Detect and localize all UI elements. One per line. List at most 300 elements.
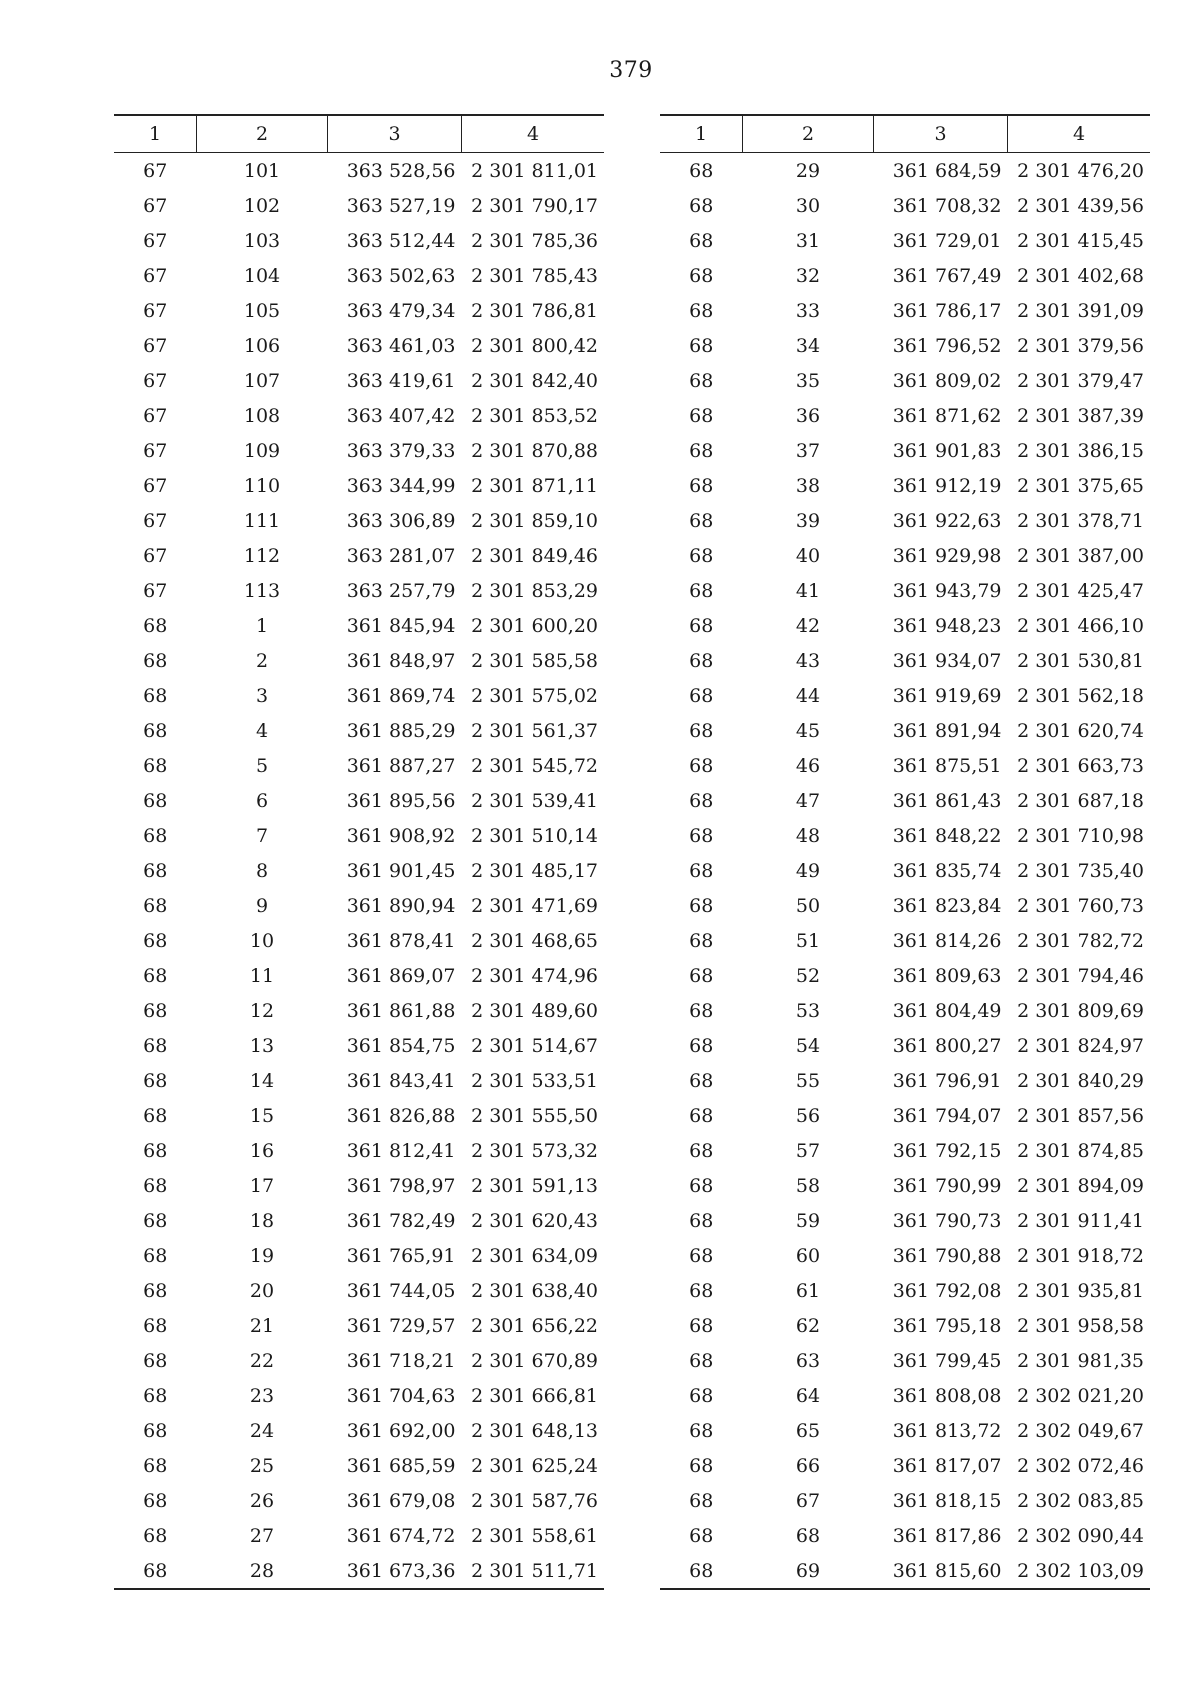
table-cell: 68 (143, 1524, 168, 1547)
table-cell: 68 (143, 649, 168, 672)
table-row (114, 818, 604, 853)
table-cell: 363 306,89 (346, 509, 456, 532)
table-row (114, 1483, 604, 1518)
table-cell: 361 922,63 (892, 509, 1002, 532)
table-cell: 361 948,23 (892, 614, 1002, 637)
table-cell: 361 871,62 (892, 404, 1002, 427)
table-cell: 361 817,07 (892, 1454, 1002, 1477)
table-cell: 2 301 710,98 (1017, 824, 1144, 847)
table-cell: 2 301 600,20 (471, 614, 598, 637)
table-cell: 68 (689, 1349, 714, 1372)
table-header-row (114, 115, 604, 153)
table-cell: 2 301 375,65 (1017, 474, 1144, 497)
table-cell: 2 301 648,13 (471, 1419, 598, 1442)
table-cell: 66 (795, 1454, 821, 1477)
table-row (660, 153, 1150, 189)
table-cell: 67 (143, 404, 168, 427)
table-cell: 361 786,17 (892, 299, 1002, 322)
table-cell: 2 301 415,45 (1017, 229, 1144, 252)
table-cell: 68 (689, 614, 714, 637)
table-cell: 26 (249, 1489, 275, 1512)
table-cell: 104 (243, 264, 281, 287)
table-row (660, 608, 1150, 643)
table-cell: 68 (143, 929, 168, 952)
table-row (660, 503, 1150, 538)
table-cell: 361 809,02 (892, 369, 1002, 392)
table-row (660, 1518, 1150, 1553)
table-cell: 2 301 656,22 (471, 1314, 598, 1337)
table-cell: 2 301 530,81 (1017, 649, 1144, 672)
table-row (660, 713, 1150, 748)
table-row (114, 923, 604, 958)
table-cell: 361 674,72 (346, 1524, 456, 1547)
table-cell: 106 (243, 334, 281, 357)
table-cell: 29 (795, 159, 821, 182)
table-cell: 361 792,15 (892, 1139, 1002, 1162)
table-cell: 68 (143, 684, 168, 707)
table-cell: 34 (795, 334, 821, 357)
table-cell: 68 (689, 789, 714, 812)
table-cell: 52 (795, 964, 821, 987)
table-cell: 2 302 083,85 (1017, 1489, 1144, 1512)
table-cell: 361 869,74 (346, 684, 456, 707)
table-cell: 68 (143, 824, 168, 847)
table-cell: 361 744,05 (346, 1279, 456, 1302)
table-cell: 2 301 859,10 (471, 509, 598, 532)
table-cell: 103 (243, 229, 281, 252)
table-cell: 361 679,08 (346, 1489, 456, 1512)
table-row (114, 328, 604, 363)
table-row (114, 433, 604, 468)
table-cell: 9 (255, 894, 269, 917)
table-cell: 65 (795, 1419, 821, 1442)
table-cell: 361 848,97 (346, 649, 456, 672)
table-cell: 68 (143, 999, 168, 1022)
table-cell: 102 (243, 194, 281, 217)
table-cell: 68 (689, 579, 714, 602)
table-cell: 68 (689, 894, 714, 917)
table-row (114, 678, 604, 713)
table-cell: 68 (689, 159, 714, 182)
table-cell: 2 302 021,20 (1017, 1384, 1144, 1407)
table-cell: 68 (689, 649, 714, 672)
table-cell: 2 301 935,81 (1017, 1279, 1144, 1302)
table-cell: 37 (795, 439, 821, 462)
table-cell: 24 (249, 1419, 275, 1442)
table-row (660, 363, 1150, 398)
table-cell: 361 887,27 (346, 754, 456, 777)
table-cell: 68 (689, 1454, 714, 1477)
table-row (660, 1133, 1150, 1168)
table-cell: 363 461,03 (346, 334, 456, 357)
coordinates-table-right (660, 114, 1150, 1590)
table-cell: 361 685,59 (346, 1454, 456, 1477)
table-cell: 68 (689, 1419, 714, 1442)
table-cell: 7 (255, 824, 269, 847)
table-cell: 2 301 874,85 (1017, 1139, 1144, 1162)
table-cell: 68 (689, 1489, 714, 1512)
table-cell: 2 301 387,00 (1017, 544, 1144, 567)
table-row (114, 1168, 604, 1203)
table-cell: 2 301 840,29 (1017, 1069, 1144, 1092)
table-row (660, 1098, 1150, 1133)
table-cell: 2 301 786,81 (471, 299, 598, 322)
table-row (660, 643, 1150, 678)
table-cell: 44 (795, 684, 821, 707)
table-cell: 361 929,98 (892, 544, 1002, 567)
table-row (114, 1343, 604, 1378)
table-cell: 12 (249, 999, 275, 1022)
table-row (114, 1518, 604, 1553)
page-number: 379 (609, 58, 653, 83)
table-cell: 361 934,07 (892, 649, 1002, 672)
table-cell: 2 301 439,56 (1017, 194, 1144, 217)
table-cell: 2 301 533,51 (471, 1069, 598, 1092)
table-cell: 361 919,69 (892, 684, 1002, 707)
table-cell: 2 301 785,36 (471, 229, 598, 252)
table-cell: 361 798,97 (346, 1174, 456, 1197)
table-cell: 2 301 379,47 (1017, 369, 1144, 392)
table-cell: 2 301 760,73 (1017, 894, 1144, 917)
table-cell: 2 301 386,15 (1017, 439, 1144, 462)
table-cell: 27 (249, 1524, 275, 1547)
table-cell: 68 (689, 1174, 714, 1197)
table-cell: 67 (143, 264, 168, 287)
table-cell: 16 (249, 1139, 275, 1162)
table-row (660, 293, 1150, 328)
table-cell: 361 815,60 (874, 1553, 1008, 1589)
table-row (114, 643, 604, 678)
table-cell: 361 708,32 (892, 194, 1002, 217)
table-cell: 42 (795, 614, 821, 637)
table-cell: 2 301 634,09 (471, 1244, 598, 1267)
table-cell: 58 (795, 1174, 821, 1197)
table-cell: 2 301 870,88 (471, 439, 598, 462)
table-row (114, 888, 604, 923)
table-row (114, 188, 604, 223)
table-cell: 68 (143, 1069, 168, 1092)
table-cell: 56 (795, 1104, 821, 1127)
table-cell: 2 301 782,72 (1017, 929, 1144, 952)
table-row (660, 958, 1150, 993)
table-cell: 2 (255, 649, 269, 672)
table-cell: 2 302 090,44 (1017, 1524, 1144, 1547)
table-row (114, 1098, 604, 1133)
table-cell: 361 729,57 (346, 1314, 456, 1337)
table-cell: 361 869,07 (346, 964, 456, 987)
table-cell: 28 (197, 1553, 328, 1589)
table-cell: 361 818,15 (892, 1489, 1002, 1512)
table-cell: 68 (689, 194, 714, 217)
table-cell: 5 (255, 754, 269, 777)
table-cell: 60 (795, 1244, 821, 1267)
table-cell: 361 823,84 (892, 894, 1002, 917)
table-cell: 361 895,56 (346, 789, 456, 812)
table-cell: 1 (255, 614, 269, 637)
table-cell: 19 (249, 1244, 275, 1267)
table-cell: 68 (143, 1314, 168, 1337)
table-cell: 68 (689, 439, 714, 462)
table-cell: 2 301 468,65 (471, 929, 598, 952)
table-cell: 2 301 489,60 (471, 999, 598, 1022)
table-cell: 67 (143, 369, 168, 392)
table-row (114, 1413, 604, 1448)
table-cell: 68 (143, 1104, 168, 1127)
table-cell: 68 (689, 964, 714, 987)
table-row (114, 1203, 604, 1238)
table-cell: 2 301 824,97 (1017, 1034, 1144, 1057)
table-cell: 68 (143, 719, 168, 742)
table-cell: 361 891,94 (892, 719, 1002, 742)
table-row (660, 678, 1150, 713)
table-cell: 109 (243, 439, 281, 462)
table-row (660, 1203, 1150, 1238)
table-cell: 2 301 585,58 (471, 649, 598, 672)
table-cell: 361 718,21 (346, 1349, 456, 1372)
table-cell: 363 502,63 (346, 264, 456, 287)
table-cell: 110 (243, 474, 281, 497)
table-cell: 35 (795, 369, 821, 392)
table-cell: 67 (143, 579, 168, 602)
table-cell: 361 808,08 (892, 1384, 1002, 1407)
table-row (660, 853, 1150, 888)
table-cell: 2 301 911,41 (1017, 1209, 1144, 1232)
table-cell: 68 (143, 789, 168, 812)
table-row (660, 1028, 1150, 1063)
table-row (114, 1063, 604, 1098)
table-cell: 69 (743, 1553, 874, 1589)
table-cell: 68 (689, 404, 714, 427)
table-cell: 361 875,51 (892, 754, 1002, 777)
table-cell: 68 (689, 1279, 714, 1302)
table-cell: 2 301 575,02 (471, 684, 598, 707)
table-cell: 68 (689, 1384, 714, 1407)
table-row (660, 188, 1150, 223)
table-cell: 67 (795, 1489, 821, 1512)
table-cell: 361 790,73 (892, 1209, 1002, 1232)
table-cell: 2 301 785,43 (471, 264, 598, 287)
table-cell: 68 (689, 999, 714, 1022)
table-cell: 20 (249, 1279, 275, 1302)
table-row (114, 713, 604, 748)
table-cell: 48 (795, 824, 821, 847)
table-row (660, 468, 1150, 503)
table-cell: 2 301 510,14 (471, 824, 598, 847)
table-row (660, 1063, 1150, 1098)
table-cell: 2 301 790,17 (471, 194, 598, 217)
table-cell: 112 (243, 544, 281, 567)
table-row (114, 958, 604, 993)
table-cell: 32 (795, 264, 821, 287)
table-row (114, 398, 604, 433)
table-row (660, 923, 1150, 958)
table-cell: 63 (795, 1349, 821, 1372)
table-cell: 67 (143, 509, 168, 532)
table-cell: 113 (243, 579, 281, 602)
table-cell: 68 (689, 684, 714, 707)
table-cell: 68 (689, 824, 714, 847)
table-row (114, 153, 604, 189)
table-cell: 361 804,49 (892, 999, 1002, 1022)
table-row (660, 1378, 1150, 1413)
table-cell: 2 301 811,01 (471, 159, 598, 182)
table-cell: 68 (689, 719, 714, 742)
table-cell: 2 301 625,24 (471, 1454, 598, 1477)
table-cell: 361 861,43 (892, 789, 1002, 812)
table-row (114, 363, 604, 398)
table-cell: 67 (143, 159, 168, 182)
table-cell: 8 (255, 859, 269, 882)
table-cell: 361 861,88 (346, 999, 456, 1022)
table-cell: 68 (143, 1279, 168, 1302)
table-cell: 2 301 391,09 (1017, 299, 1144, 322)
table-row (660, 993, 1150, 1028)
table-cell: 30 (795, 194, 821, 217)
table-cell: 41 (795, 579, 821, 602)
table-cell: 361 814,26 (892, 929, 1002, 952)
table-cell: 68 (689, 1069, 714, 1092)
table-header-row (660, 115, 1150, 153)
table-cell: 54 (795, 1034, 821, 1057)
table-row (660, 783, 1150, 818)
table-cell: 363 379,33 (346, 439, 456, 462)
table-cell: 22 (249, 1349, 275, 1372)
table-cell: 2 301 471,69 (471, 894, 598, 917)
table-cell: 361 843,41 (346, 1069, 456, 1092)
table-cell: 68 (689, 334, 714, 357)
table-row (114, 258, 604, 293)
table-cell: 43 (795, 649, 821, 672)
column-header: 4 (1008, 115, 1151, 153)
table-cell: 2 301 670,89 (471, 1349, 598, 1372)
table-cell: 2 301 485,17 (471, 859, 598, 882)
table-cell: 2 301 809,69 (1017, 999, 1144, 1022)
table-cell: 2 301 379,56 (1017, 334, 1144, 357)
table-cell: 361 795,18 (892, 1314, 1002, 1337)
column-header: 2 (743, 115, 874, 153)
table-row (114, 1028, 604, 1063)
table-cell: 68 (689, 859, 714, 882)
table-cell: 68 (689, 1034, 714, 1057)
table-cell: 68 (689, 264, 714, 287)
table-row (114, 573, 604, 608)
table-row (660, 433, 1150, 468)
table-row (114, 1378, 604, 1413)
table-cell: 2 301 735,40 (1017, 859, 1144, 882)
table-cell: 14 (249, 1069, 275, 1092)
table-cell: 2 301 511,71 (462, 1553, 605, 1589)
table-row (660, 223, 1150, 258)
table-row (660, 748, 1150, 783)
table-cell: 101 (243, 159, 281, 182)
table-cell: 68 (143, 1244, 168, 1267)
table-cell: 361 796,91 (892, 1069, 1002, 1092)
table-row (660, 888, 1150, 923)
table-cell: 361 794,07 (892, 1104, 1002, 1127)
table-cell: 111 (243, 509, 281, 532)
table-cell: 361 901,45 (346, 859, 456, 882)
table-cell: 51 (795, 929, 821, 952)
table-cell: 361 729,01 (892, 229, 1002, 252)
table-cell: 50 (795, 894, 821, 917)
table-cell: 23 (249, 1384, 275, 1407)
table-cell: 361 704,63 (346, 1384, 456, 1407)
table-cell: 68 (689, 474, 714, 497)
table-row (660, 1343, 1150, 1378)
table-cell: 361 890,94 (346, 894, 456, 917)
table-row (660, 1413, 1150, 1448)
table-cell: 363 479,34 (346, 299, 456, 322)
table-cell: 67 (143, 544, 168, 567)
table-row (114, 1308, 604, 1343)
table-cell: 361 826,88 (346, 1104, 456, 1127)
table-cell: 68 (689, 1104, 714, 1127)
table-cell: 68 (143, 1174, 168, 1197)
table-cell: 2 301 800,42 (471, 334, 598, 357)
table-cell: 108 (243, 404, 281, 427)
table-cell: 68 (689, 509, 714, 532)
table-cell: 68 (689, 299, 714, 322)
table-cell: 68 (143, 964, 168, 987)
table-cell: 6 (255, 789, 269, 812)
table-cell: 68 (689, 369, 714, 392)
table-row (114, 468, 604, 503)
table-cell: 68 (689, 754, 714, 777)
table-cell: 105 (243, 299, 281, 322)
table-cell: 61 (795, 1279, 821, 1302)
table-cell: 361 912,19 (892, 474, 1002, 497)
table-row (114, 1273, 604, 1308)
table-cell: 68 (689, 1244, 714, 1267)
table-cell: 47 (795, 789, 821, 812)
table-row (660, 573, 1150, 608)
table-cell: 361 901,83 (892, 439, 1002, 462)
table-cell: 2 301 378,71 (1017, 509, 1144, 532)
table-cell: 107 (243, 369, 281, 392)
table-cell: 21 (249, 1314, 275, 1337)
table-cell: 45 (795, 719, 821, 742)
table-cell: 361 878,41 (346, 929, 456, 952)
table-cell: 62 (795, 1314, 821, 1337)
table-cell: 2 301 620,74 (1017, 719, 1144, 742)
table-row (114, 1448, 604, 1483)
table-row (114, 1553, 604, 1589)
table-cell: 13 (249, 1034, 275, 1057)
table-cell: 68 (143, 1454, 168, 1477)
table-cell: 2 302 103,09 (1008, 1553, 1151, 1589)
table-cell: 363 528,56 (346, 159, 456, 182)
table-cell: 68 (689, 1314, 714, 1337)
table-cell: 57 (795, 1139, 821, 1162)
table-cell: 2 301 387,39 (1017, 404, 1144, 427)
table-cell: 59 (795, 1209, 821, 1232)
table-cell: 2 301 638,40 (471, 1279, 598, 1302)
table-cell: 363 512,44 (346, 229, 456, 252)
table-cell: 36 (795, 404, 821, 427)
table-row (114, 748, 604, 783)
table-cell: 64 (795, 1384, 821, 1407)
table-cell: 17 (249, 1174, 275, 1197)
table-cell: 2 302 072,46 (1017, 1454, 1144, 1477)
table-cell: 361 812,41 (346, 1139, 456, 1162)
table-cell: 2 301 853,52 (471, 404, 598, 427)
table-cell: 361 782,49 (346, 1209, 456, 1232)
table-cell: 68 (143, 859, 168, 882)
table-cell: 363 419,61 (346, 369, 456, 392)
table-cell: 2 301 573,32 (471, 1139, 598, 1162)
table-row (660, 1553, 1150, 1589)
table-row (660, 1168, 1150, 1203)
